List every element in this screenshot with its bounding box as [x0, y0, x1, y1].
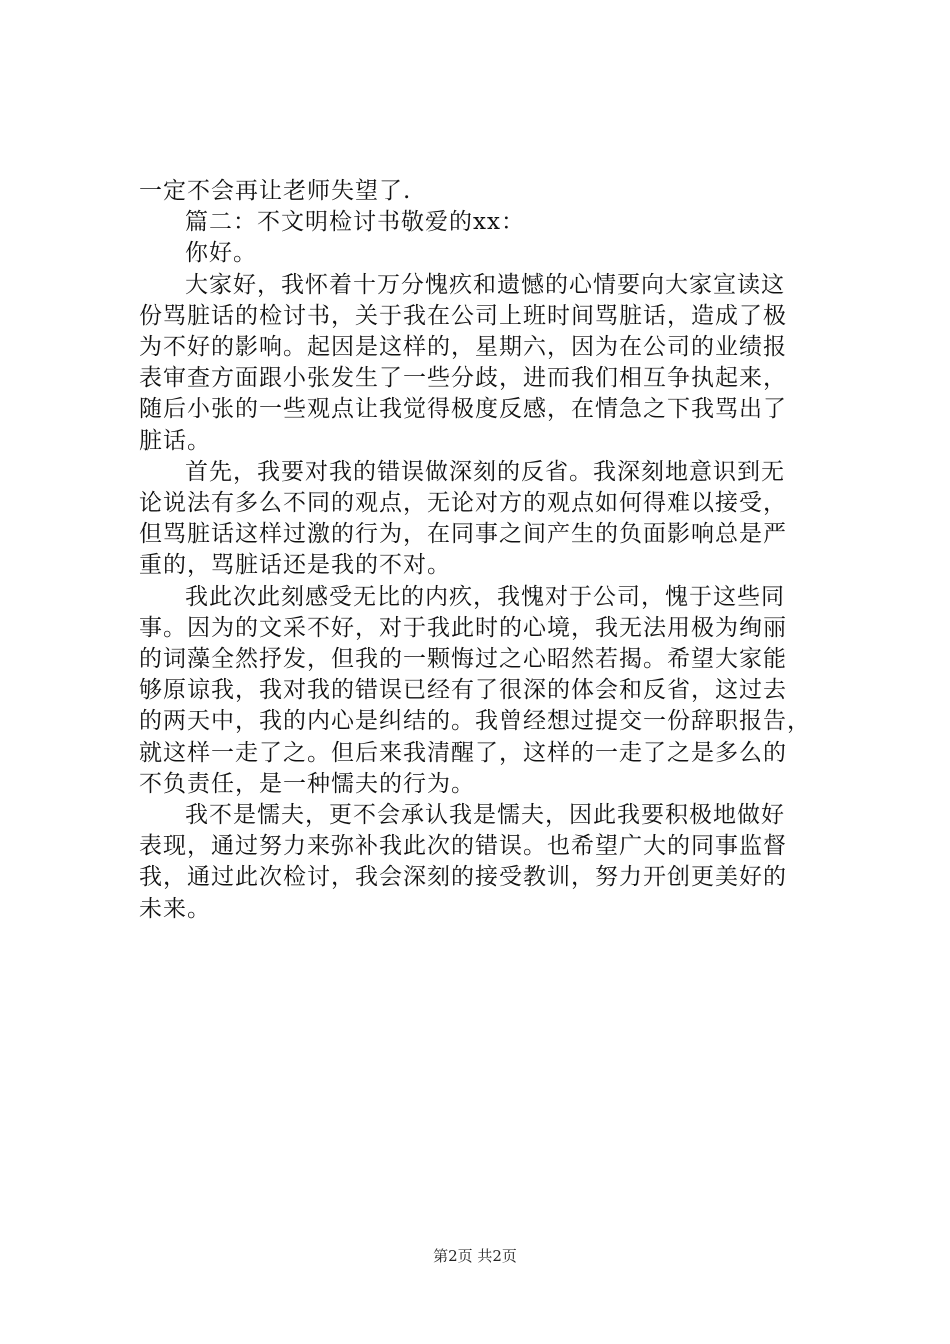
body-line: 随后小张的一些观点让我觉得极度反感，在情急之下我骂出了 — [139, 396, 787, 423]
body-line: 我，通过此次检讨，我会深刻的接受教训，努力开创更美好的 — [139, 864, 787, 891]
body-line: 篇二：不文明检讨书敬爱的xx： — [185, 209, 525, 236]
page-number-label: 第2页 共2页 — [433, 1247, 517, 1265]
body-line: 论说法有多么不同的观点，无论对方的观点如何得难以接受， — [139, 490, 787, 517]
body-line: 事。因为的文采不好，对于我此时的心境，我无法用极为绚丽 — [139, 614, 787, 641]
body-line: 的两天中，我的内心是纠结的。我曾经想过提交一份辞职报告， — [139, 708, 811, 735]
body-line: 我不是懦夫，更不会承认我是懦夫，因此我要积极地做好 — [185, 802, 785, 829]
body-line: 就这样一走了之。但后来我清醒了，这样的一走了之是多么的 — [139, 739, 787, 766]
body-line: 的词藻全然抒发，但我的一颗悔过之心昭然若揭。希望大家能 — [139, 646, 787, 673]
body-line: 脏话。 — [139, 427, 211, 454]
body-line: 首先，我要对我的错误做深刻的反省。我深刻地意识到无 — [185, 458, 785, 485]
body-line: 重的，骂脏话还是我的不对。 — [139, 552, 451, 579]
body-line: 表现，通过努力来弥补我此次的错误。也希望广大的同事监督 — [139, 833, 787, 860]
body-line: 一定不会再让老师失望了. — [139, 178, 412, 204]
body-line: 大家好，我怀着十万分愧疚和遗憾的心情要向大家宣读这 — [185, 271, 785, 298]
page-footer — [0, 1246, 950, 1266]
body-line: 但骂脏话这样过激的行为，在同事之间产生的负面影响总是严 — [139, 521, 787, 548]
body-line: 为不好的影响。起因是这样的，星期六，因为在公司的业绩报 — [139, 334, 787, 361]
body-line: 我此次此刻感受无比的内疚，我愧对于公司，愧于这些同 — [185, 583, 785, 610]
body-line: 表审查方面跟小张发生了一些分歧，进而我们相互争执起来， — [139, 365, 787, 392]
body-line: 不负责任，是一种懦夫的行为。 — [139, 770, 475, 797]
body-line: 你好。 — [185, 240, 257, 267]
body-line: 够原谅我，我对我的错误已经有了很深的体会和反省，这过去 — [139, 677, 787, 704]
document-body — [139, 176, 829, 925]
body-line: 未来。 — [139, 895, 211, 922]
body-line: 份骂脏话的检讨书，关于我在公司上班时间骂脏话，造成了极 — [139, 302, 787, 329]
